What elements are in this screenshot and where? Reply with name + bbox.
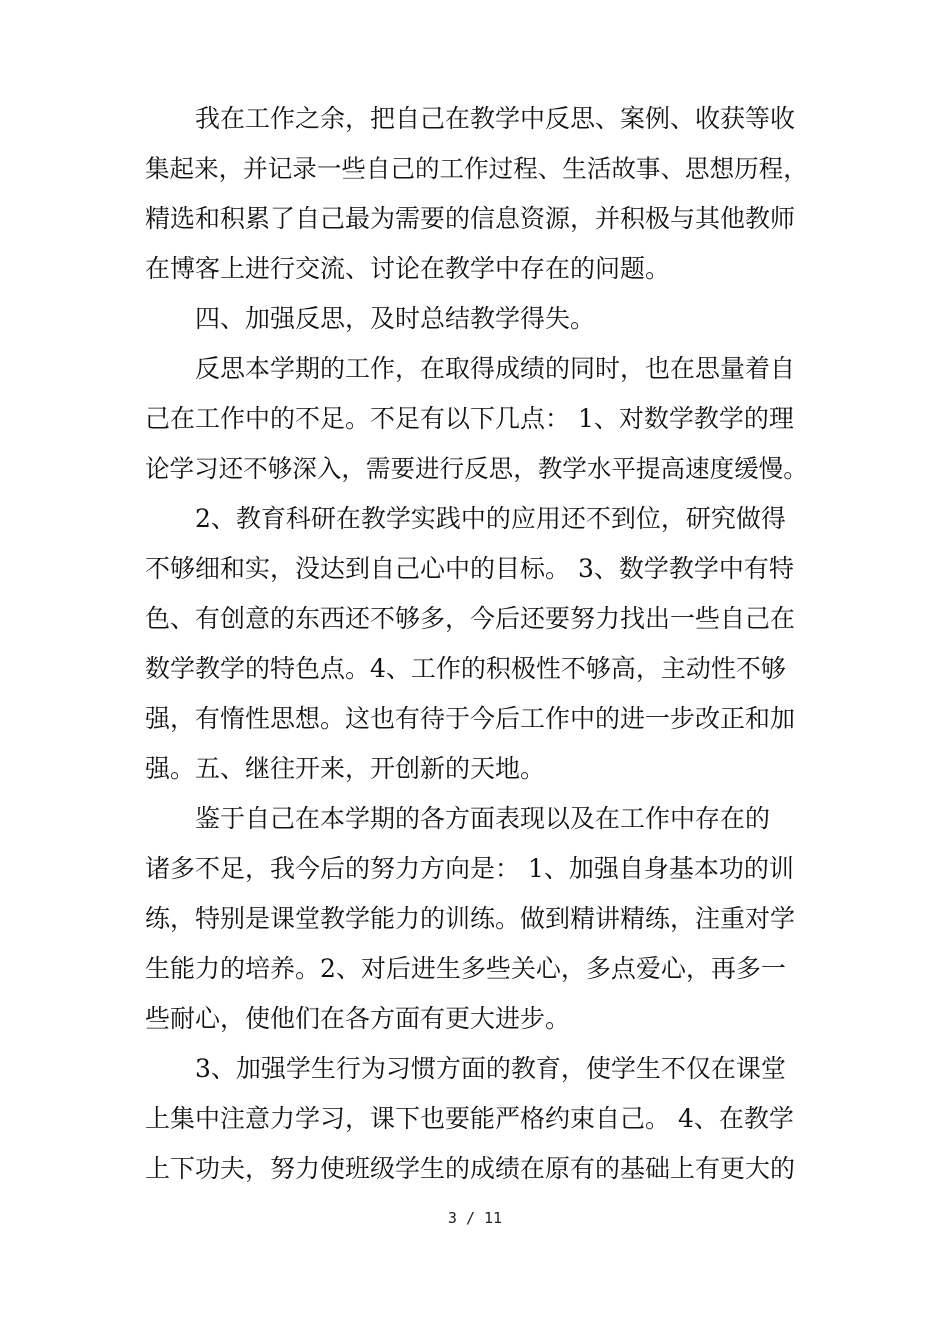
- text-line: 反思本学期的工作，在取得成绩的同时，也在思量着自: [195, 354, 796, 383]
- text-line: 论学习还不够深入，需要进行反思，教学水平提高速度缓慢。: [145, 454, 808, 483]
- text-line: 我在工作之余，把自己在教学中反思、案例、收获等收: [195, 104, 796, 133]
- text-line: 色、有创意的东西还不够多，今后还要努力找出一些自己在: [145, 604, 796, 633]
- text-line: 鉴于自己在本学期的各方面表现以及在工作中存在的: [195, 804, 771, 833]
- page-number: 3 / 11: [447, 1209, 503, 1227]
- text-line: 2、教育科研在教学实践中的应用还不到位，研究做得: [195, 504, 786, 533]
- text-line: 练，特别是课堂教学能力的训练。做到精讲精练，注重对学: [145, 904, 796, 933]
- text-line: 强。五、继往开来，开创新的天地。: [145, 754, 546, 783]
- text-line: 精选和积累了自己最为需要的信息资源，并积极与其他教师: [145, 204, 796, 233]
- text-line: 在博客上进行交流、讨论在教学中存在的问题。: [145, 254, 671, 283]
- text-line: 集起来，并记录一些自己的工作过程、生活故事、思想历程，: [145, 154, 808, 183]
- text-line: 强，有惰性思想。这也有待于今后工作中的进一步改正和加: [145, 704, 796, 733]
- text-line: 上集中注意力学习，课下也要能严格约束自己。 4、在教学: [145, 1104, 794, 1133]
- text-line: 不够细和实，没达到自己心中的目标。 3、数学教学中有特: [145, 554, 794, 583]
- text-line: 己在工作中的不足。不足有以下几点： 1、对数学教学的理: [145, 404, 794, 433]
- text-line: 3、加强学生行为习惯方面的教育，使学生不仅在课堂: [195, 1054, 786, 1083]
- section-heading: 四、加强反思，及时总结教学得失。: [195, 304, 596, 333]
- text-line: 些耐心，使他们在各方面有更大进步。: [145, 1004, 571, 1033]
- text-line: 生能力的培养。2、对后进生多些关心，多点爱心，再多一: [145, 954, 786, 983]
- text-line: 数学教学的特色点。4、工作的积极性不够高，主动性不够: [145, 654, 786, 683]
- text-line: 上下功夫，努力使班级学生的成绩在原有的基础上有更大的: [145, 1154, 796, 1183]
- text-line: 诸多不足，我今后的努力方向是： 1、加强自身基本功的训: [145, 854, 794, 883]
